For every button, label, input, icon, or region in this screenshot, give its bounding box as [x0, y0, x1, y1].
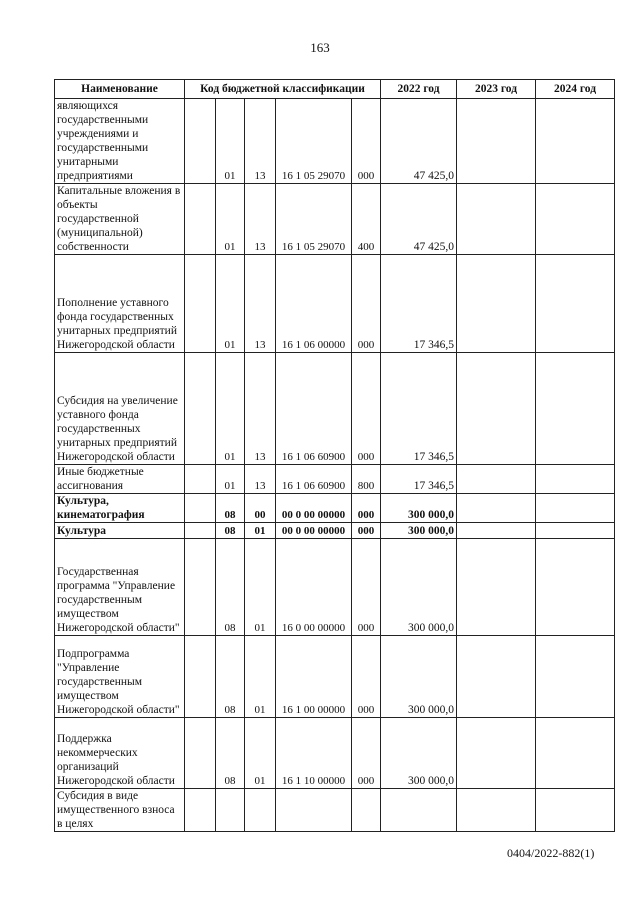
- row-2024: [536, 523, 615, 539]
- table-row-section: [55, 494, 615, 523]
- row-rz: 08: [216, 718, 245, 789]
- row-2022: 17 346,5: [381, 353, 457, 465]
- row-csr: 00 0 00 00000: [276, 523, 352, 539]
- row-csr: 16 1 05 29070: [276, 99, 352, 184]
- row-spacer: [185, 539, 216, 636]
- row-spacer: [185, 636, 216, 718]
- header-name: Наименование: [55, 80, 185, 99]
- row-csr: 16 1 06 60900: [276, 465, 352, 494]
- row-2022: 300 000,0: [381, 539, 457, 636]
- row-2023: [457, 494, 536, 523]
- row-spacer: [185, 465, 216, 494]
- row-vr: 000: [352, 255, 381, 353]
- row-name: Государственная программа "Управление государственным имуществом Нижегородской области": [55, 539, 185, 636]
- row-csr: 16 1 05 29070: [276, 184, 352, 255]
- table-row: [55, 353, 615, 465]
- row-pr: 13: [245, 255, 276, 353]
- row-name: Поддержка некоммерческих организаций Нижегородской области: [55, 718, 185, 789]
- row-2022: 300 000,0: [381, 494, 457, 523]
- budget-table: [54, 79, 615, 832]
- row-2024: [536, 255, 615, 353]
- row-csr: 16 1 00 00000: [276, 636, 352, 718]
- table-row: [55, 539, 615, 636]
- row-pr: [245, 789, 276, 832]
- table-row-section: [55, 523, 615, 539]
- row-2024: [536, 789, 615, 832]
- row-name: Пополнение уставного фонда государственных унитарных предприятий Нижегородской области: [55, 255, 185, 353]
- table-row: [55, 465, 615, 494]
- row-2024: [536, 718, 615, 789]
- row-name: Капитальные вложения в объекты государственной (муниципальной) собственности: [55, 184, 185, 255]
- row-2023: [457, 636, 536, 718]
- row-vr: 000: [352, 539, 381, 636]
- row-2024: [536, 465, 615, 494]
- row-csr: 16 0 00 00000: [276, 539, 352, 636]
- row-2022: 300 000,0: [381, 718, 457, 789]
- row-2022: 17 346,5: [381, 255, 457, 353]
- row-name: Подпрограмма "Управление государственным имуществом Нижегородской области": [55, 636, 185, 718]
- header-2023: 2023 год: [457, 80, 536, 99]
- row-rz: 01: [216, 99, 245, 184]
- row-pr: 13: [245, 184, 276, 255]
- row-pr: 13: [245, 353, 276, 465]
- row-2024: [536, 353, 615, 465]
- row-spacer: [185, 523, 216, 539]
- table-row: [55, 255, 615, 353]
- row-vr: 000: [352, 636, 381, 718]
- table-header-row: [55, 80, 615, 99]
- row-spacer: [185, 353, 216, 465]
- row-2022: 47 425,0: [381, 99, 457, 184]
- row-pr: 13: [245, 99, 276, 184]
- row-rz: 08: [216, 523, 245, 539]
- header-2022: 2022 год: [381, 80, 457, 99]
- row-2023: [457, 718, 536, 789]
- row-2022: [381, 789, 457, 832]
- row-pr: 01: [245, 523, 276, 539]
- row-rz: 08: [216, 539, 245, 636]
- row-vr: 400: [352, 184, 381, 255]
- row-rz: 01: [216, 353, 245, 465]
- row-2023: [457, 539, 536, 636]
- row-2024: [536, 99, 615, 184]
- row-spacer: [185, 184, 216, 255]
- row-vr: [352, 789, 381, 832]
- row-spacer: [185, 718, 216, 789]
- row-pr: 00: [245, 494, 276, 523]
- row-name: Культура: [55, 523, 185, 539]
- row-name: Иные бюджетные ассигнования: [55, 465, 185, 494]
- row-name: Субсидия на увеличение уставного фонда государственных унитарных предприятий Нижегородской области: [55, 353, 185, 465]
- row-2022: 300 000,0: [381, 636, 457, 718]
- row-vr: 000: [352, 353, 381, 465]
- row-vr: 000: [352, 494, 381, 523]
- row-csr: [276, 789, 352, 832]
- row-2023: [457, 255, 536, 353]
- table-row: [55, 99, 615, 184]
- row-csr: 16 1 06 00000: [276, 255, 352, 353]
- document-number: 0404/2022-882(1): [507, 846, 595, 860]
- table-row: [55, 184, 615, 255]
- row-pr: 01: [245, 718, 276, 789]
- row-spacer: [185, 789, 216, 832]
- table-row: [55, 789, 615, 832]
- row-pr: 13: [245, 465, 276, 494]
- row-rz: 08: [216, 636, 245, 718]
- table-row: [55, 718, 615, 789]
- row-vr: 800: [352, 465, 381, 494]
- row-2023: [457, 789, 536, 832]
- row-2022: 300 000,0: [381, 523, 457, 539]
- row-2022: 47 425,0: [381, 184, 457, 255]
- page-number: 163: [310, 40, 330, 55]
- row-2022: 17 346,5: [381, 465, 457, 494]
- row-2024: [536, 539, 615, 636]
- row-rz: [216, 789, 245, 832]
- row-name: Субсидия в виде имущественного взноса в целях: [55, 789, 185, 832]
- row-rz: 01: [216, 255, 245, 353]
- row-2024: [536, 636, 615, 718]
- row-rz: 01: [216, 184, 245, 255]
- row-csr: 16 1 10 00000: [276, 718, 352, 789]
- row-pr: 01: [245, 539, 276, 636]
- row-spacer: [185, 494, 216, 523]
- header-code: Код бюджетной классификации: [185, 80, 381, 99]
- row-2023: [457, 523, 536, 539]
- row-rz: 01: [216, 465, 245, 494]
- row-csr: 00 0 00 00000: [276, 494, 352, 523]
- row-name: Культура, кинематография: [55, 494, 185, 523]
- row-2024: [536, 184, 615, 255]
- row-vr: 000: [352, 99, 381, 184]
- row-2023: [457, 465, 536, 494]
- row-2024: [536, 494, 615, 523]
- row-2023: [457, 353, 536, 465]
- row-pr: 01: [245, 636, 276, 718]
- row-csr: 16 1 06 60900: [276, 353, 352, 465]
- row-spacer: [185, 99, 216, 184]
- header-2024: 2024 год: [536, 80, 615, 99]
- row-2023: [457, 99, 536, 184]
- table-row: [55, 636, 615, 718]
- row-rz: 08: [216, 494, 245, 523]
- row-2023: [457, 184, 536, 255]
- row-spacer: [185, 255, 216, 353]
- row-vr: 000: [352, 718, 381, 789]
- row-vr: 000: [352, 523, 381, 539]
- row-name: являющихся государственными учреждениями и государственными унитарными предприятиями: [55, 99, 185, 184]
